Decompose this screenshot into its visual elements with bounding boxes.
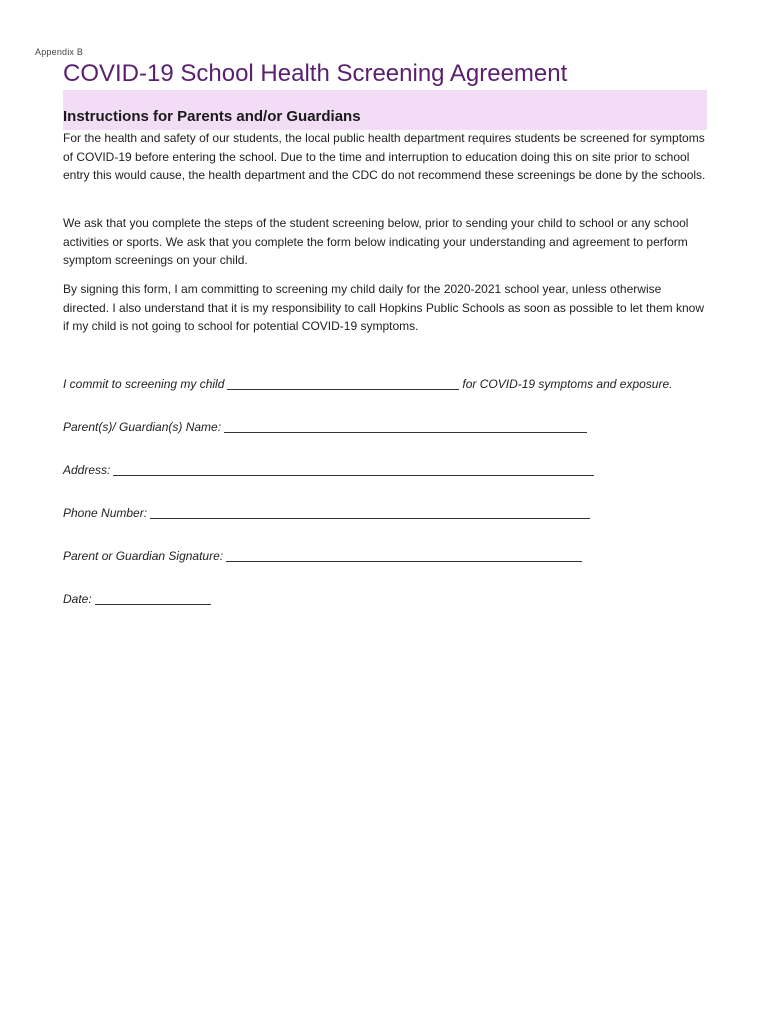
paragraph-health-safety: For the health and safety of our students, the local public health department requires students be screened for symptoms of COVID-19 before entering the school. Due to the time and interruption to education doing this on site prior to school entry this would cause, the health department and the CDC do not recommend these screenings be done by the schools. (63, 131, 706, 182)
phone-field (63, 504, 593, 520)
phone-blank[interactable] (150, 506, 590, 519)
document-title: COVID-19 School Health Screening Agreement (63, 60, 568, 87)
guardian-name-field (63, 418, 590, 434)
child-name-blank[interactable] (227, 377, 459, 390)
paragraph-commitment: By signing this form, I am committing to screening my child daily for the 2020-2021 school year, unless otherwise directed. I also understand that it is my responsibility to call Hopkins Public Schools as soon as possible to let them know if my child is not going to school for potential COVID-19 symptoms. (63, 282, 704, 333)
phone-label: Phone Number: (63, 506, 148, 520)
date-field (63, 590, 214, 606)
instructions-heading: Instructions for Parents and/or Guardians (63, 108, 361, 125)
address-blank[interactable] (113, 463, 594, 476)
commit-suffix-label: for COVID-19 symptoms and exposure. (462, 377, 673, 391)
date-label: Date: (63, 592, 92, 606)
commit-prefix-label: I commit to screening my child (63, 377, 225, 391)
address-field (63, 461, 597, 477)
address-label: Address: (63, 463, 111, 477)
signature-label: Parent or Guardian Signature: (63, 549, 224, 563)
date-blank[interactable] (95, 592, 211, 605)
commit-child-field (63, 375, 672, 391)
guardian-name-blank[interactable] (224, 420, 587, 433)
paragraph-screening-request: We ask that you complete the steps of the student screening below, prior to sending your child to school or any school activities or sports. We ask that you complete the form below indicating your understanding and agreement to perform symptom screenings on your child. (63, 216, 689, 267)
appendix-label: Appendix B (35, 47, 84, 57)
signature-field (63, 547, 585, 563)
signature-blank[interactable] (226, 549, 582, 562)
guardian-name-label: Parent(s)/ Guardian(s) Name: (63, 420, 222, 434)
